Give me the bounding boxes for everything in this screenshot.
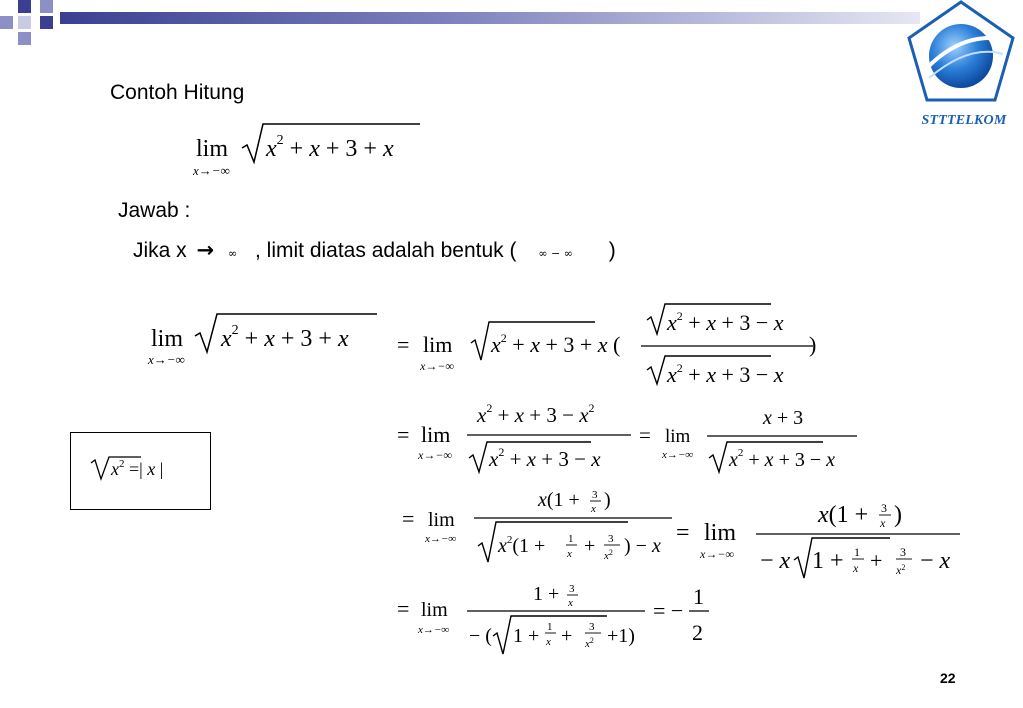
condition-close: ) <box>608 239 616 262</box>
globe-logo-icon <box>903 0 1023 112</box>
step-2 <box>395 398 865 476</box>
title-gradient-bar <box>60 12 920 24</box>
svg-text:=: = <box>397 422 410 447</box>
svg-text:): ) <box>604 489 611 511</box>
svg-text:= −: = − <box>653 598 684 623</box>
svg-text:=: = <box>639 423 651 447</box>
svg-text:x2: $x^2$ <box>604 548 613 562</box>
lim-label: lim <box>665 426 691 447</box>
svg-text:+1): +1) <box>607 625 635 647</box>
svg-text:1 +: 1 + <box>513 625 540 647</box>
svg-text:x2 + x + 3 + x (: $x^2 + x + 3 + x$ ( <box>491 331 621 357</box>
svg-text:− (: − ( <box>469 625 492 647</box>
lim-label: lim <box>151 326 184 352</box>
lim-label: lim <box>423 332 453 357</box>
lim-subscript: x→−∞ <box>418 448 452 462</box>
lim-subscript: x→−∞ <box>420 359 454 373</box>
lim-label: lim <box>428 509 455 531</box>
corner-square <box>0 16 13 29</box>
svg-text:+: + <box>584 535 596 557</box>
lim-subscript: x→−∞ <box>193 163 230 178</box>
logo-text: STTTELKOM <box>921 113 1007 128</box>
condition-line <box>133 238 616 263</box>
svg-text:x: x <box>591 503 596 515</box>
svg-text:x: x <box>567 548 572 560</box>
lim-subscript: x→−∞ <box>148 352 185 367</box>
svg-text:1: 1 <box>547 621 553 633</box>
lim-label: lim <box>421 599 448 621</box>
step-1 <box>395 300 835 392</box>
svg-text:x2 + x + 3 − x: $x^2 + x + 3 - x$ <box>489 445 601 471</box>
svg-text:− x: − x <box>760 548 791 574</box>
svg-text:x: x <box>546 636 551 648</box>
step-3 <box>400 484 970 586</box>
lim-subscript: x→−∞ <box>700 547 734 561</box>
svg-text:=: = <box>402 506 415 531</box>
svg-text:x2 =| x |: $x^2$ =| x | <box>111 458 164 479</box>
svg-text:x2: $x^2$ <box>896 563 906 577</box>
svg-text:3: 3 <box>592 489 598 501</box>
condition-prefix: Jika x <box>133 239 187 262</box>
answer-label: Jawab : <box>118 199 191 222</box>
infinity-symbol: ∞ <box>227 247 238 260</box>
svg-text:x2 + x + 3 − x2: $x^2 + x + 3 - x^2$ <box>477 401 595 427</box>
svg-text:1: 1 <box>693 584 704 609</box>
condition-middle: , limit diatas adalah bentuk ( <box>255 239 517 262</box>
lim-label: lim <box>704 520 737 546</box>
svg-text:x2 + x + 3 − x: $x^2 + x + 3 - x$ <box>667 361 784 387</box>
corner-square <box>18 0 31 13</box>
lim-subscript: x→−∞ <box>418 624 450 636</box>
svg-text:=: = <box>397 596 410 621</box>
svg-text:3: 3 <box>608 533 614 545</box>
corner-square <box>40 16 53 29</box>
svg-text:x2 + x + 3 − x: $x^2 + x + 3 - x$ <box>667 309 784 335</box>
corner-decoration <box>0 0 80 60</box>
identity-box <box>70 432 211 510</box>
svg-text:3: 3 <box>900 545 906 559</box>
problem-expression <box>190 118 440 180</box>
svg-text:) − x: ) − x <box>624 535 661 557</box>
expression-restated <box>145 308 390 372</box>
page-heading: Contoh Hitung <box>110 81 245 104</box>
svg-text:2: 2 <box>692 620 703 645</box>
lim-label: lim <box>421 422 451 447</box>
page-number: 22 <box>940 670 956 686</box>
svg-text:1 +: 1 + <box>533 583 560 605</box>
svg-text:x2 + x + 3 − x: $x^2 + x + 3 - x$ <box>729 447 836 471</box>
lim-label: lim <box>196 136 229 162</box>
corner-square <box>40 0 53 13</box>
svg-text:x2 + x + 3 + x: $x^2 + x + 3 + x$ <box>266 133 394 162</box>
step-4 <box>395 580 725 670</box>
svg-text:x2 + x + 3 + x: $x^2 + x + 3 + x$ <box>221 323 349 352</box>
lim-subscript: x→−∞ <box>662 449 694 461</box>
arrow-icon: → <box>196 238 215 262</box>
svg-text:x(1 +: x(1 + <box>818 502 869 528</box>
svg-text:1: 1 <box>854 545 860 559</box>
svg-text:x: x <box>880 516 886 530</box>
svg-text:x2: $x^2$ <box>585 636 594 650</box>
svg-text:x: x <box>568 597 573 609</box>
svg-text:1: 1 <box>568 533 574 545</box>
svg-text:3: 3 <box>589 621 595 633</box>
svg-text:=: = <box>397 332 410 357</box>
svg-text:): ) <box>894 502 902 528</box>
corner-square <box>18 16 31 29</box>
svg-text:x: x <box>853 561 859 575</box>
lim-subscript: x→−∞ <box>425 533 457 545</box>
svg-text:1 +: 1 + <box>812 548 844 574</box>
svg-text:+: + <box>870 548 883 573</box>
svg-text:3: 3 <box>569 583 575 595</box>
indeterminate-form: ∞ − ∞ <box>538 247 573 260</box>
svg-text:x(1 +: x(1 + <box>538 489 580 511</box>
svg-text:): ) <box>809 332 817 357</box>
svg-text:x2(1 +: $x^2(1$ + <box>498 534 546 557</box>
identity-formula <box>71 433 210 509</box>
svg-text:=: = <box>676 520 690 546</box>
svg-text:x + 3: x + 3 <box>763 407 804 429</box>
svg-text:− x: − x <box>920 548 951 574</box>
svg-text:3: 3 <box>881 501 887 515</box>
corner-square <box>18 32 31 45</box>
svg-text:+: + <box>561 625 573 647</box>
